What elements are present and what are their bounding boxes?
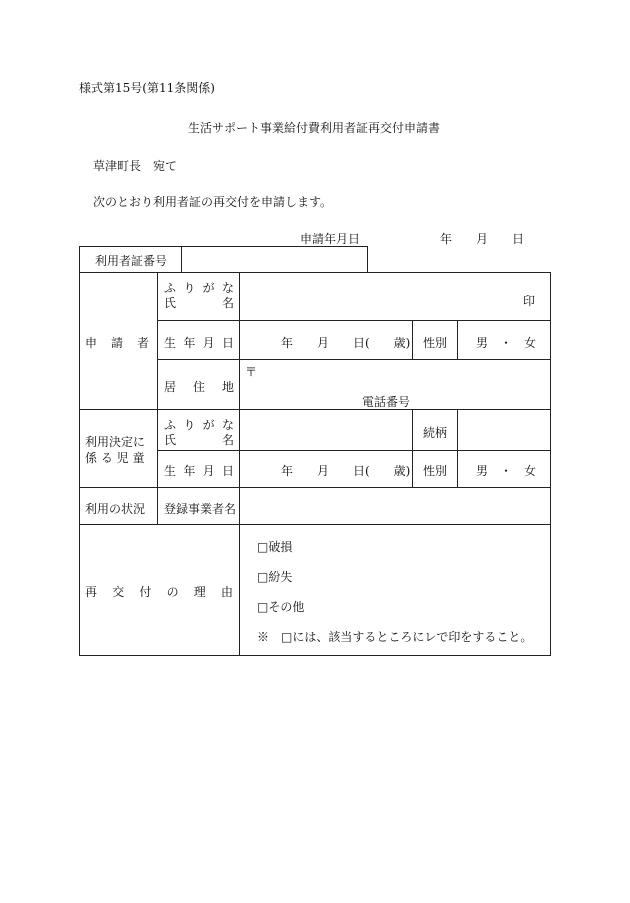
applicant-gender-label: 性別	[423, 336, 448, 350]
usage-label: 利用の状況	[85, 502, 146, 516]
grid-line	[79, 272, 80, 656]
provider-label: 登録事業者名	[164, 502, 237, 516]
phone-label: 電話番号	[362, 395, 411, 409]
grid-line	[157, 320, 551, 321]
child-gender-label: 性別	[423, 464, 448, 478]
application-date-label: 申請年月日	[300, 232, 361, 246]
child-name-label: 氏 名	[164, 433, 234, 447]
applicant-furigana-label: ふ り が な	[164, 281, 234, 295]
intro-text: 次のとおり利用者証の再交付を申請します。	[93, 195, 333, 209]
form-number: 様式第15号(第11条関係)	[79, 81, 215, 95]
reason-note: ※ □には、該当するところにレで印をすること。	[257, 630, 533, 644]
grid-line	[79, 655, 551, 656]
grid-line	[457, 320, 458, 359]
postal-mark: 〒	[245, 365, 258, 379]
reason-option-other[interactable]: □その他	[257, 600, 305, 614]
relation-label: 続柄	[423, 426, 448, 440]
child-gender-value[interactable]: 男 ・ 女	[476, 464, 537, 478]
applicant-birth-label: 生 年 月 日	[164, 336, 234, 350]
grid-line	[157, 450, 551, 451]
reason-label: 再 交 付 の 理 由	[85, 585, 233, 599]
seal-mark: 印	[523, 294, 536, 308]
relation-field[interactable]	[459, 411, 549, 449]
applicant-name-field[interactable]	[241, 274, 549, 319]
child-name-field[interactable]	[241, 411, 411, 449]
grid-line	[412, 409, 413, 487]
applicant-birth-value[interactable]: 年 月 日( 歳)	[281, 336, 411, 350]
grid-line	[181, 246, 182, 272]
child-furigana-label: ふ り が な	[164, 418, 234, 432]
applicant-address-label: 居 住 地	[164, 380, 234, 394]
user-id-field[interactable]	[183, 248, 365, 270]
child-label-line1: 利用決定に	[85, 435, 146, 449]
grid-line	[79, 487, 551, 488]
reason-option-lost[interactable]: □紛失	[257, 570, 293, 584]
child-birth-label: 生 年 月 日	[164, 464, 234, 478]
grid-line	[550, 272, 551, 656]
applicant-name-label: 氏 名	[164, 296, 234, 310]
grid-line	[79, 409, 551, 410]
grid-line	[457, 409, 458, 487]
grid-line	[79, 524, 551, 525]
child-label-line2: 係 る 児 童	[85, 451, 145, 465]
child-birth-value[interactable]: 年 月 日( 歳)	[281, 464, 411, 478]
grid-line	[239, 272, 240, 656]
grid-line	[367, 246, 368, 272]
grid-line	[79, 246, 80, 272]
addressee: 草津町長 宛て	[93, 159, 178, 173]
application-date-value: 年 月 日	[440, 232, 525, 246]
grid-line	[79, 246, 368, 247]
grid-line	[412, 320, 413, 359]
user-id-label: 利用者証番号	[95, 254, 168, 268]
reason-option-damaged[interactable]: □破損	[257, 540, 293, 554]
grid-line	[157, 359, 551, 360]
page-title: 生活サポート事業給付費利用者証再交付申請書	[188, 121, 441, 135]
provider-field[interactable]	[241, 489, 549, 523]
grid-line	[79, 272, 551, 273]
applicant-label: 申 請 者	[85, 336, 151, 350]
applicant-gender-value[interactable]: 男 ・ 女	[476, 336, 537, 350]
